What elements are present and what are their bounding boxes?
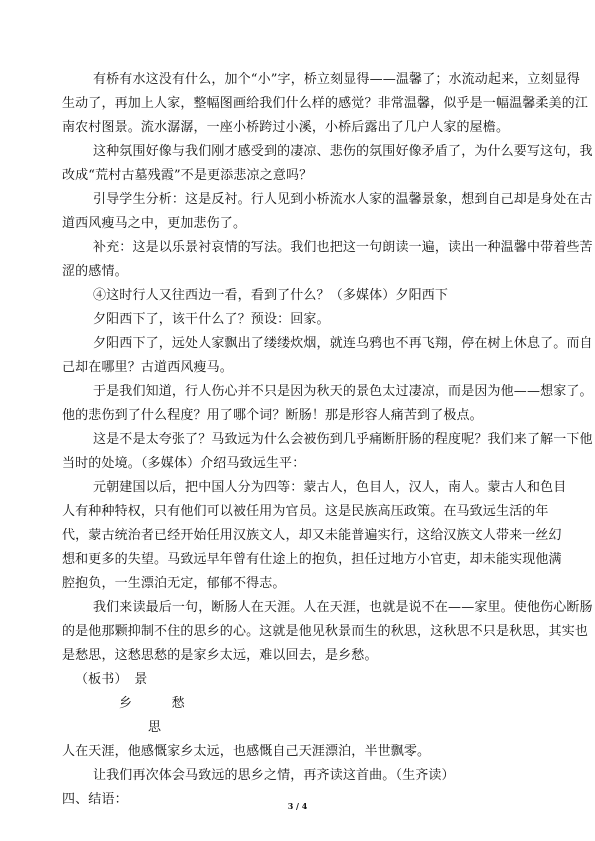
paragraph-line: ④这时行人又往西边一看，看到了什么？（多媒体）夕阳西下	[93, 288, 449, 303]
paragraph-line: 南农村图景。流水潺潺，一座小桥跨过小溪，小桥后露出了几户人家的屋檐。	[62, 120, 510, 135]
paragraph-line: 夕阳西下了，远处人家飘出了缕缕炊烟，就连乌鸦也不再飞翔，停在树上休息了。而自	[93, 336, 593, 351]
blackboard-line: 思	[148, 720, 162, 735]
paragraph-line: 我们来读最后一句，断肠人在天涯。人在天涯，也就是说不在——家里。使他伤心断肠	[93, 600, 593, 615]
paragraph-line: 人在天涯，他感慨家乡太远，也感慨自己天涯漂泊，半世飘零。	[62, 744, 431, 759]
paragraph-line: 这种氛围好像与我们刚才感受到的凄凉、悲伤的氛围好像矛盾了，为什么要写这句，我	[93, 144, 593, 159]
paragraph-line: 是愁思，这愁思愁的是家乡太远，难以回去，是乡愁。	[62, 648, 378, 663]
paragraph-line: 改成“荒村古墓残霞”不是更添悲凉之意吗？	[62, 168, 313, 183]
section-heading: 四、结语：	[62, 792, 128, 807]
paragraph-line: 的是他那颗抑制不住的思乡的心。这就是他见秋景而生的秋思，这秋思不只是秋思，其实也	[62, 624, 589, 639]
paragraph-line: 涩的感情。	[62, 264, 128, 279]
paragraph-line: 代，蒙古统治者已经开始任用汉族文人，却又未能普遍实行，这给汉族文人带来一丝幻	[62, 528, 562, 543]
paragraph-line: 道西风瘦马之中，更加悲伤了。	[62, 216, 247, 231]
paragraph-line: 这是不是太夸张了？马致远为什么会被伤到几乎痛断肝肠的程度呢？我们来了解一下他	[93, 432, 593, 447]
paragraph-line: 补充：这是以乐景衬哀情的写法。我们也把这一句朗读一遍，读出一种温馨中带着些苦	[93, 240, 593, 255]
paragraph-line: 让我们再次体会马致远的思乡之情，再齐读这首曲。（生齐读）	[93, 768, 455, 783]
paragraph-line: 当时的处境。（多媒体）介绍马致远生平：	[62, 456, 306, 471]
blackboard-line: （板书） 景	[75, 672, 148, 687]
paragraph-line: 生动了，再加上人家，整幅图画给我们什么样的感觉？非常温馨，似乎是一幅温馨柔美的江	[62, 96, 589, 111]
paragraph-line: 己却在哪里？古道西风瘦马。	[62, 360, 233, 375]
paragraph-line: 元朝建国以后，把中国人分为四等：蒙古人，色目人，汉人，南人。蒙古人和色目	[93, 480, 567, 495]
paragraph-line: 他的悲伤到了什么程度？用了哪个词？断肠！那是形容人痛苦到了极点。	[62, 408, 483, 423]
paragraph-line: 于是我们知道，行人伤心并不只是因为秋天的景色太过凄凉，而是因为他——想家了。	[93, 384, 593, 399]
paragraph-line: 腔抱负，一生漂泊无定，郁郁不得志。	[62, 576, 286, 591]
paragraph-line: 想和更多的失望。马致远早年曾有仕途上的抱负，担任过地方小官吏，却未能实现他满	[62, 552, 562, 567]
page-number: 3 / 4	[287, 801, 308, 811]
paragraph-line: 人有种种特权，只有他们可以被任用为官员。这是民族高压政策。在马致远生活的年	[62, 504, 549, 519]
paragraph-line: 引导学生分析：这是反衬。行人见到小桥流水人家的温馨景象，想到自己却是身处在古	[93, 192, 593, 207]
paragraph-line: 夕阳西下了，该干什么了？预设：回家。	[93, 312, 330, 327]
blackboard-line: 乡 愁	[119, 696, 185, 711]
paragraph-line: 有桥有水这没有什么，加个“小”字，桥立刻显得——温馨了；水流动起来，立刻显得	[93, 72, 580, 87]
